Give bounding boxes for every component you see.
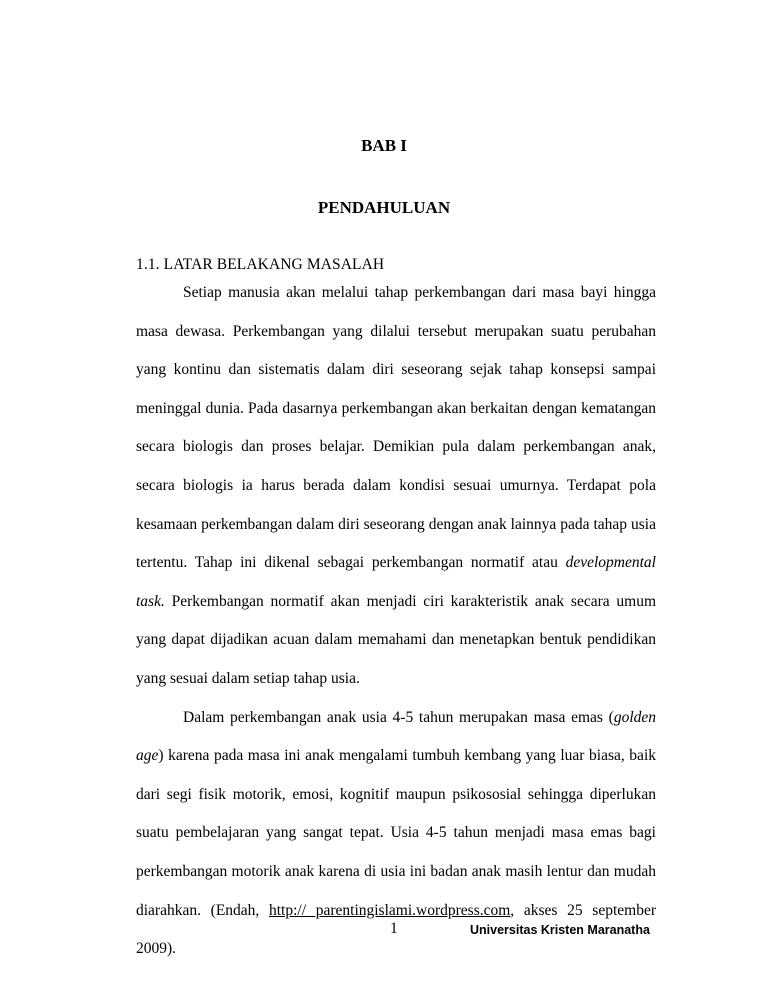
paragraph-1 [136, 274, 656, 699]
institution-footer: Universitas Kristen Maranatha [470, 923, 650, 937]
page-number: 1 [390, 920, 398, 937]
paragraph-2-italic-term: golden age [136, 708, 656, 765]
chapter-number: BAB I [361, 136, 407, 155]
paragraph-2-text-b: ) karena pada masa ini anak mengalami tumbuh kembang yang luar biasa, baik dari segi fisik motorik, emosi, kognitif maupun psikososial sehingga diperlukan suatu pembelajaran yang sangat tepat. Usia 4-5 tahun menjadi masa emas bagi perkembangan motorik anak karena di usia ini badan anak masih lentur dan mudah diarahkan. (Endah, [136, 747, 656, 919]
paragraph-1-text-a: Setiap manusia akan melalui tahap perkembangan dari masa bayi hingga masa dewasa. Perkembangan yang dilalui tersebut merupakan suatu perubahan yang kontinu dan sistematis dalam diri seseorang sejak tahap konsepsi sampai meninggal dunia. Pada dasarnya perkembangan akan berkaitan dengan kematangan secara biologis dan proses belajar. Demikian pula dalam perkembangan anak, secara biologis ia harus berada dalam kondisi sesuai umurnya. Terdapat pola kesamaan perkembangan dalam diri seseorang dengan anak lainnya pada tahap usia tertentu. Tahap ini dikenal sebagai perkembangan normatif atau [136, 284, 656, 572]
section-heading: 1.1. LATAR BELAKANG MASALAH [136, 256, 385, 273]
body-text [136, 274, 656, 969]
paragraph-1-italic-term: developmental task. [136, 554, 656, 610]
paragraph-2-text-c: , akses 25 september 2009). [136, 901, 656, 958]
chapter-title: PENDAHULUAN [317, 198, 451, 217]
paragraph-1-text-b: Perkembangan normatif akan menjadi ciri karakteristik anak secara umum yang dapat dijadikan acuan dalam memahami dan menetapkan bentuk pendidikan yang sesuai dalam setiap tahap usia. [136, 592, 656, 687]
reference-link[interactable]: http:// parentingislami.wordpress.com [269, 901, 511, 919]
paragraph-2-text-a: Dalam perkembangan anak usia 4-5 tahun merupakan masa emas ( [183, 708, 614, 726]
